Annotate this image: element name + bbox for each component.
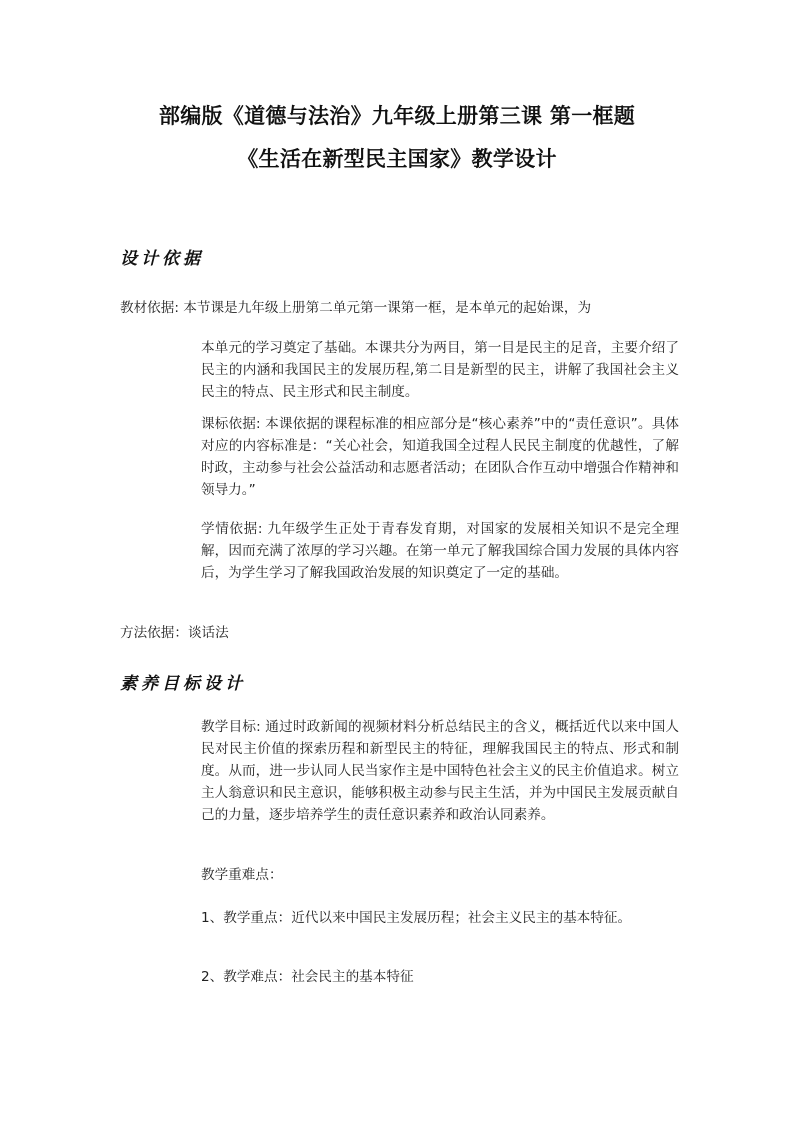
- paragraph-textbook-basis-continued: 本单元的学习奠定了基础。本课共分为两目，第一目是民主的足音，主要介绍了民主的内涵和我国民主的发展历程,第二目是新型的民主，讲解了我国社会主义民主的特点、民主形式和民主制度。: [201, 340, 679, 400]
- section-heading-design-basis: 设计依据: [120, 249, 204, 269]
- paragraph-method-basis: 方法依据：谈话法: [120, 625, 229, 641]
- document-title-line-1: 部编版《道德与法治》九年级上册第三课 第一框题: [158, 104, 636, 128]
- document-title-line-2: 《生活在新型民主国家》教学设计: [237, 147, 557, 171]
- paragraph-student-basis: 学情依据: 九年级学生正处于青春发育期，对国家的发展相关知识不是完全理解，因而充满了浓厚的学习兴趣。在第一单元了解我国综合国力发展的具体内容后，为学生学习了解我国政治发展的知识奠定了一定的基础。: [201, 521, 679, 581]
- paragraph-key-difficult-points-heading: 教学重难点：: [201, 867, 283, 883]
- paragraph-curriculum-basis: 课标依据: 本课依据的课程标准的相应部分是“核心素养”中的“责任意识”。具体对应的内容标准是：“关心社会，知道我国全过程人民民主制度的优越性，了解时政，主动参与社会公益活动和志愿者活动；在团队合作互动中增强合作精神和领导力。”: [201, 416, 679, 498]
- paragraph-teaching-goals: 教学目标: 通过时政新闻的视频材料分析总结民主的含义，概括近代以来中国人民对民主价值的探索历程和新型民主的特征，理解我国民主的特点、形式和制度。从而，进一步认同人民当家作主是中国特色社会主义的民主价值追求。树立主人翁意识和民主意识，能够积极主动参与民主生活，并为中国民主发展贡献自己的力量，逐步培养学生的责任意识素养和政治认同素养。: [201, 719, 679, 823]
- paragraph-teaching-key-points: 1、教学重点：近代以来中国民主发展历程；社会主义民主的基本特征。: [201, 910, 632, 926]
- paragraph-teaching-difficult-points: 2、教学难点：社会民主的基本特征: [201, 969, 414, 985]
- paragraph-textbook-basis: 教材依据: 本节课是九年级上册第二单元第一课第一框，是本单元的起始课，为: [120, 300, 592, 316]
- section-heading-literacy-goals: 素养目标设计: [120, 674, 246, 694]
